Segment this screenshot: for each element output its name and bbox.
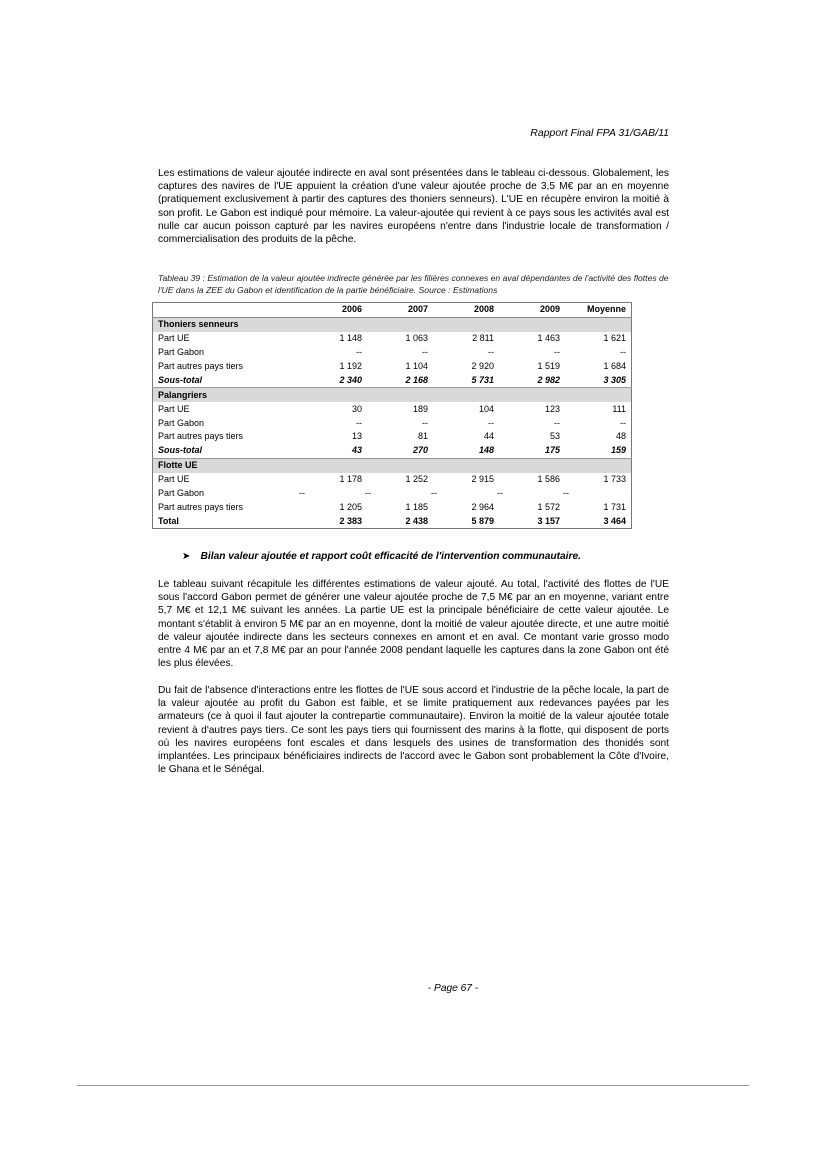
- running-header: Rapport Final FPA 31/GAB/11: [530, 127, 669, 139]
- table-row: Part autres pays tiers 1 192 1 104 2 920 1 519 1 684: [158, 361, 626, 371]
- value-added-table: [152, 302, 632, 529]
- total-row: Total 2 383 2 438 5 879 3 157 3 464: [158, 515, 626, 526]
- section-header-flotte: Flotte UE: [153, 458, 632, 472]
- col-header: 2007: [367, 303, 433, 318]
- table-caption: Tableau 39 : Estimation de la valeur ajoutée indirecte générée par les filières connexes en aval dépendantes de l'activité des flottes de l'UE dans la ZEE du Gabon et identification de la partie bénéficiaire. Source : Estimations: [158, 273, 669, 295]
- table-row: Part Gabon -- -- -- -- --: [158, 347, 626, 358]
- subtotal-row: Sous-total 43 270 148 175 159: [158, 445, 626, 456]
- subtotal-row: Sous-total 2 340 2 168 5 731 2 982 3 305: [158, 374, 626, 385]
- section-header-thoniers: Thoniers senneurs: [153, 317, 632, 331]
- section-bullet: [182, 551, 581, 562]
- col-header: 2008: [433, 303, 499, 318]
- paragraph-conclusion: Du fait de l'absence d'interactions entre les flottes de l'UE sous accord et l'industrie de la pêche locale, la part de la valeur ajoutée au profit du Gabon est faible, et se limite pratiquement aux redevances payées par les armateurs (ce à quoi il faut ajouter la contrepartie communautaire). Environ la moitié de la valeur ajoutée totale revient à d'autres pays tiers. Ce sont les pays tiers qui fournissent des marins à la flotte, qui disposent de ports où les navires européens font escales et dans lesquels des usines de transformation des thonidés sont implantées. Les principaux bénéficiaires indirects de l'accord avec le Gabon sont probablement la Côte d'Ivoire, le Ghana et le Sénégal.: [158, 685, 669, 776]
- col-header: 2006: [301, 303, 367, 318]
- table-header-row: [153, 303, 632, 318]
- footer-rule: [77, 1085, 749, 1086]
- bullet-heading: Bilan valeur ajoutée et rapport coût efficacité de l'intervention communautaire.: [200, 551, 581, 562]
- col-header: Moyenne: [565, 303, 632, 318]
- table-row: Part autres pays tiers 13 81 44 53 48: [158, 431, 626, 442]
- arrow-bullet-icon: ➤: [182, 551, 191, 562]
- table-row: Part Gabon -- -- -- -- --: [158, 417, 626, 428]
- section-header-palangriers: Palangriers: [153, 388, 632, 402]
- paragraph-summary: Le tableau suivant récapitule les différentes estimations de valeur ajouté. Au total, l'activité des flottes de l'UE sous l'accord Gabon permet de générer une valeur ajoutée proche de 7,5 M€ par an en moyenne, variant entre 5,7 M€ et 12,1 M€ suivant les années. La partie UE est la principale bénéficiaire de cette valeur ajoutée. Le montant s'établit à environ 5 M€ par an en moyenne, dont la moitié de valeur ajoutée directe, et une autre moitié de valeur ajoutée indirecte dans les secteurs connexes en amont et en aval. Ce montant varie grosso modo entre 4 M€ par an et 7,8 M€ par an pour l'année 2008 pendant laquelle les captures dans la zone Gabon ont été les plus élevées.: [158, 579, 669, 670]
- table-row: Part UE 30 189 104 123 111: [158, 403, 626, 414]
- table-row: Part Gabon -- -- -- -- --: [158, 488, 569, 499]
- table-row: Part UE 1 178 1 252 2 915 1 586 1 733: [158, 474, 626, 485]
- table-row: Part UE 1 148 1 063 2 811 1 463 1 621: [158, 333, 626, 344]
- page-number: - Page 67 -: [427, 983, 479, 994]
- paragraph-intro: Les estimations de valeur ajoutée indirecte en aval sont présentées dans le tableau ci-dessous. Globalement, les captures des navires de l'UE appuient la création d'une valeur ajoutée proche de 3,5 M€ par an en moyenne (pratiquement exclusivement à partir des captures des thoniers senneurs). L'UE en récupère environ la moitié à son profit. Le Gabon est indiqué pour mémoire. La valeur-ajoutée qui revient à ce pays sous les activités aval est nulle car aucun poisson capturé par les navires européens n'entre dans l'industrie locale de transformation / commercialisation des produits de la pêche.: [158, 168, 669, 246]
- table-row: Part autres pays tiers 1 205 1 185 2 964 1 572 1 731: [158, 501, 626, 512]
- col-header: 2009: [499, 303, 565, 318]
